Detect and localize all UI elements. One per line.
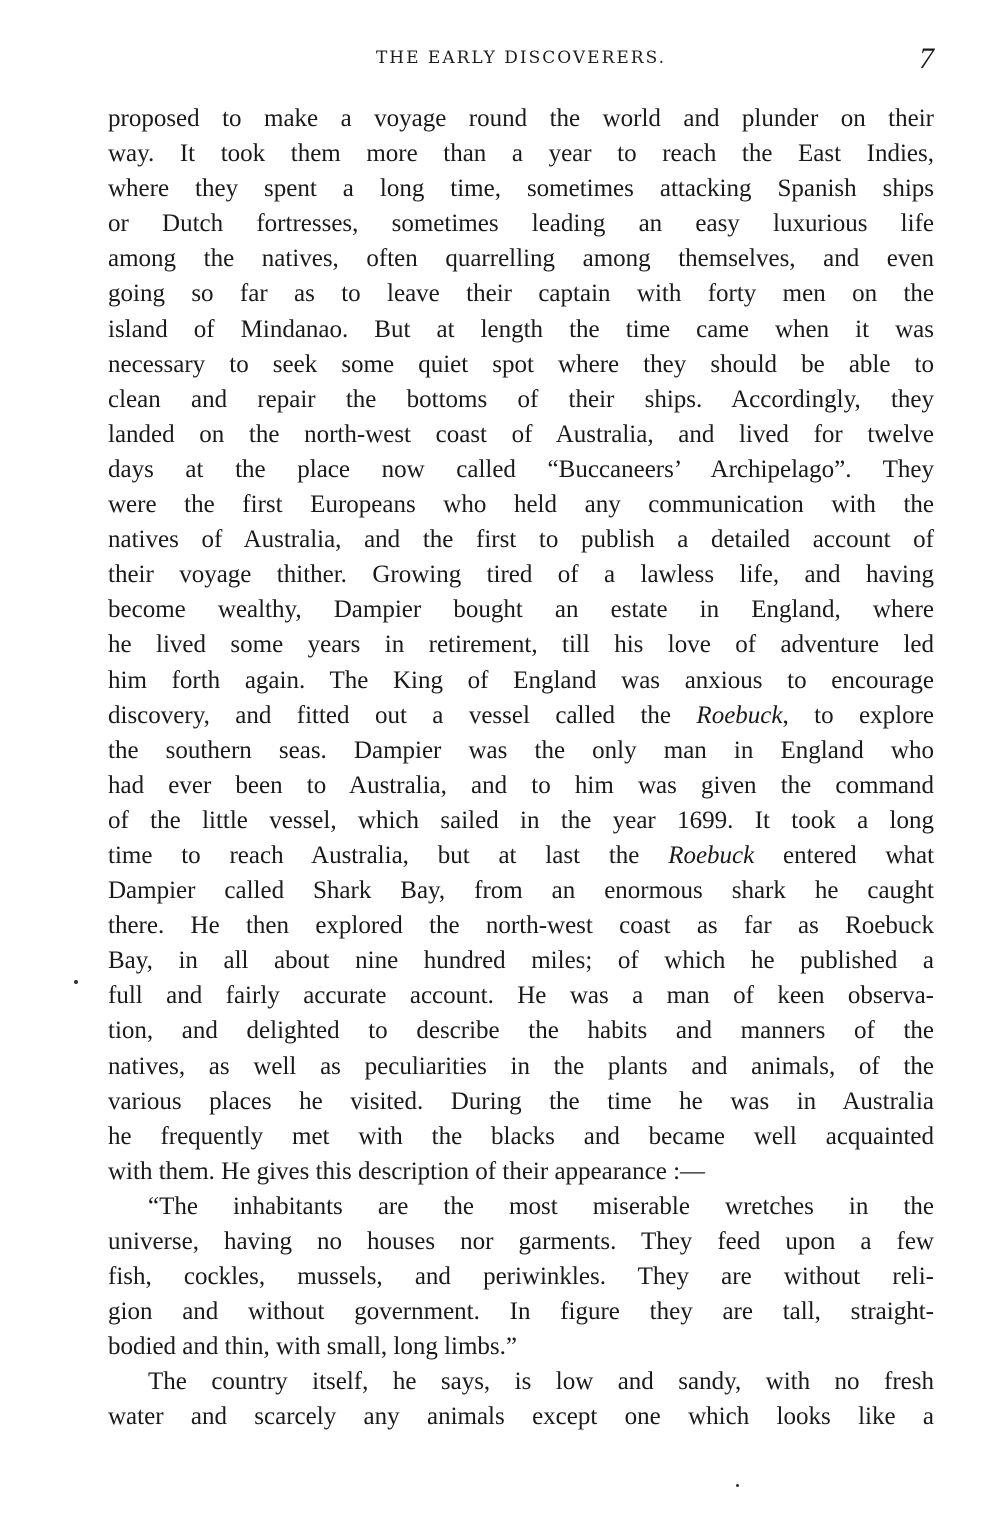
print-speck [736, 1484, 739, 1487]
text-line: going so far as to leave their captain with forty men on the [108, 280, 934, 308]
text-line: or Dutch fortresses, sometimes leading an easy luxurious life [108, 210, 934, 238]
ship-name: Roebuck [696, 701, 783, 729]
text-line: natives of Australia, and the first to publish a detailed account of [108, 526, 934, 554]
text-line: he frequently met with the blacks and became well acquainted [108, 1122, 934, 1150]
running-head [108, 44, 934, 78]
text-line: tion, and delighted to describe the habits and manners of the [108, 1017, 934, 1045]
text-line: where they spent a long time, sometimes attacking Spanish ships [108, 175, 934, 203]
text-segment: time to reach Australia, but at last the [108, 841, 669, 869]
text-line: their voyage thither. Growing tired of a lawless life, and having [108, 561, 934, 589]
text-segment: , to explore [782, 701, 934, 729]
text-line: he lived some years in retirement, till his love of adventure led [108, 631, 934, 659]
text-segment: discovery, and fitted out a vessel called the [108, 701, 697, 729]
text-line: The country itself, he says, is low and sandy, with no fresh [148, 1368, 934, 1396]
text-line: the southern seas. Dampier was the only man in England who [108, 736, 934, 764]
text-line: days at the place now called “Buccaneers’ Archipelago”. They [108, 455, 934, 483]
text-segment: entered what [754, 841, 935, 869]
text-line: landed on the north-west coast of Australia, and lived for twelve [108, 420, 934, 448]
text-line: various places he visited. During the time he was in Australia [108, 1087, 934, 1115]
text-line: fish, cockles, mussels, and periwinkles. They are without reli- [108, 1263, 934, 1291]
text-line: become wealthy, Dampier bought an estate in England, where [108, 596, 934, 624]
text-line: there. He then explored the north-west coast as far as Roebuck [108, 912, 934, 940]
text-line [108, 838, 934, 873]
text-line: had ever been to Australia, and to him was given the command [108, 771, 934, 799]
page-number: 7 [919, 42, 934, 75]
text-line: way. It took them more than a year to reach the East Indies, [108, 140, 934, 168]
text-line: gion and without government. In figure they are tall, straight- [108, 1298, 934, 1326]
print-speck [74, 980, 78, 984]
text-line: clean and repair the bottoms of their ships. Accordingly, they [108, 385, 934, 413]
text-line: natives, as well as peculiarities in the plants and animals, of the [108, 1052, 934, 1080]
text-line: universe, having no houses nor garments. They feed upon a few [108, 1228, 934, 1255]
ship-name: Roebuck [668, 841, 755, 869]
text-line: bodied and thin, with small, long limbs.” [108, 1333, 517, 1361]
text-line: island of Mindanao. But at length the time came when it was [108, 315, 934, 343]
text-line: Dampier called Shark Bay, from an enormous shark he caught [108, 877, 934, 905]
text-line [108, 698, 934, 733]
running-head-title: THE EARLY DISCOVERERS. [375, 48, 667, 68]
text-line: of the little vessel, which sailed in the year 1699. It took a long [108, 806, 934, 834]
text-line: proposed to make a voyage round the world and plunder on their [108, 105, 934, 132]
text-line: with them. He gives this description of their appearance :— [108, 1157, 706, 1185]
text-line: him forth again. The King of England was anxious to encourage [108, 666, 934, 694]
text-line: Bay, in all about nine hundred miles; of which he published a [108, 947, 934, 975]
text-line: necessary to seek some quiet spot where they should be able to [108, 350, 934, 378]
text-line: full and fairly accurate account. He was a man of keen observa- [108, 982, 934, 1010]
body-text [108, 101, 934, 1435]
text-line: among the natives, often quarrelling among themselves, and even [108, 245, 934, 273]
text-line: water and scarcely any animals except one which looks like a [108, 1403, 934, 1431]
text-line: were the first Europeans who held any communication with the [108, 491, 934, 519]
text-line: “The inhabitants are the most miserable wretches in the [148, 1192, 934, 1220]
